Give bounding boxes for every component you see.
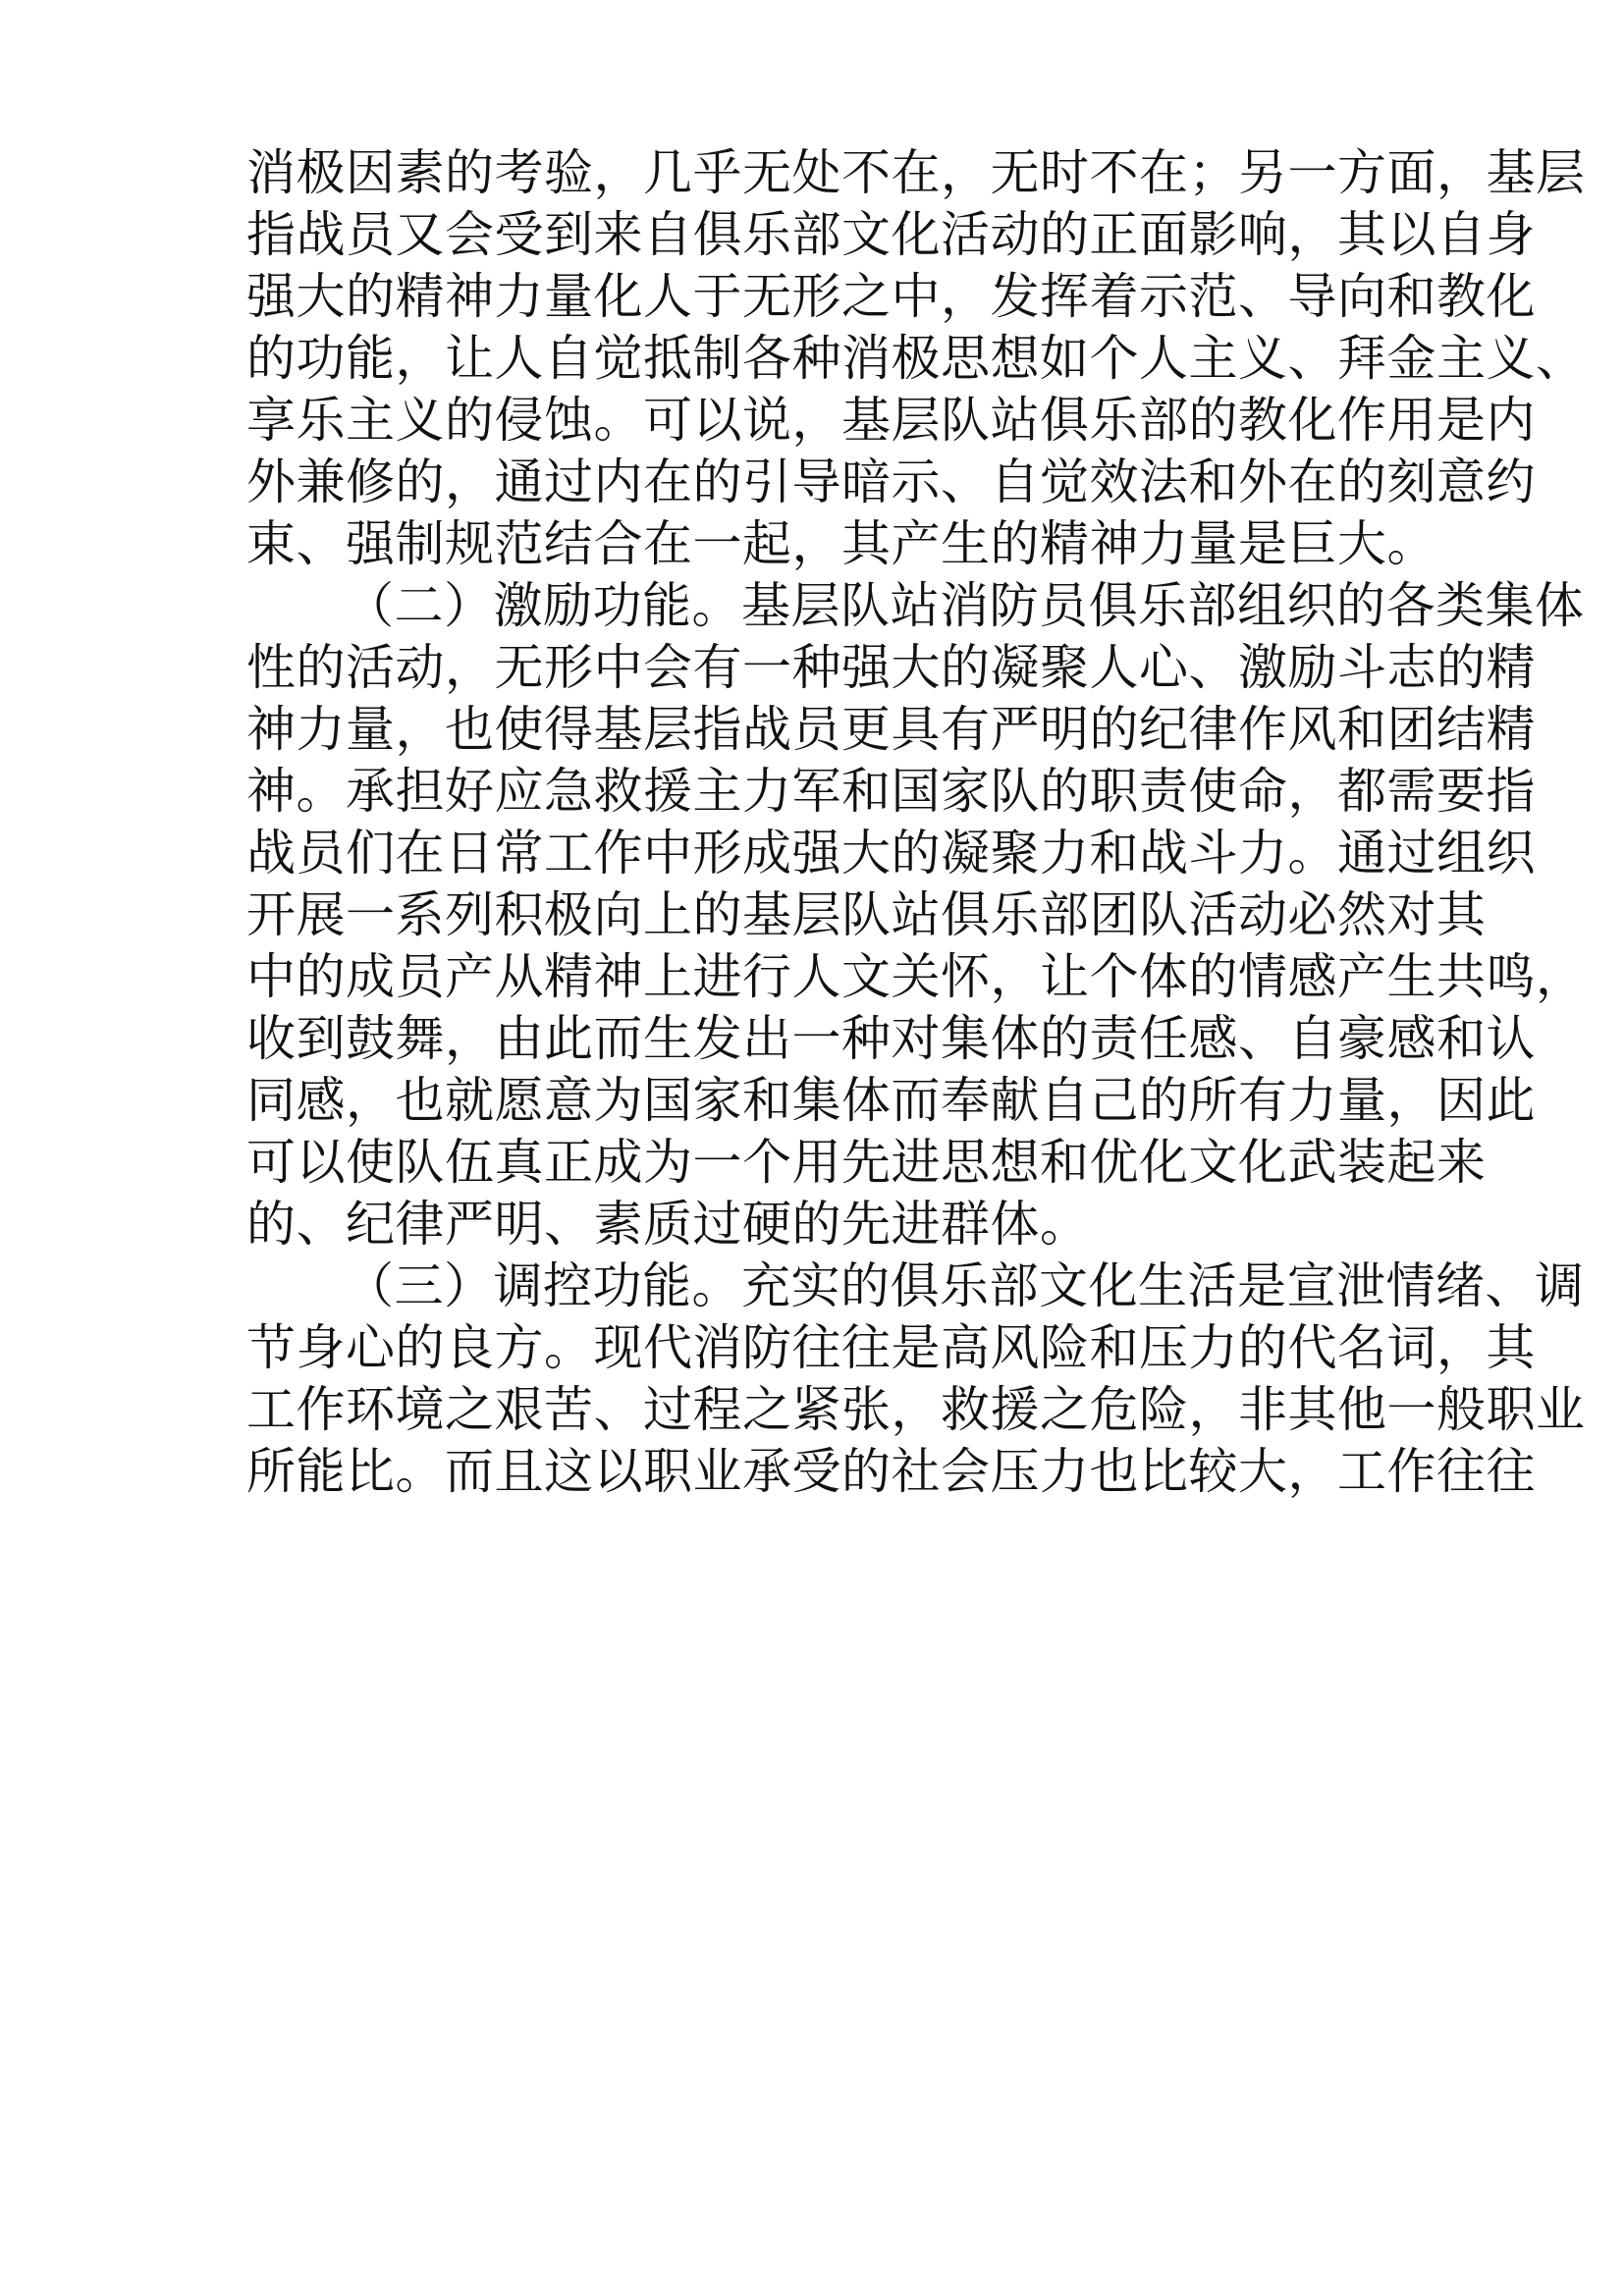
text-line: 的功能，让人自觉抵制各种消极思想如个人主义、拜金主义、 — [246, 330, 1586, 387]
text-line: 开展一系列积极向上的基层队站俱乐部团队活动必然对其 — [246, 886, 1487, 943]
text-line: （二）激励功能。基层队站消防员俱乐部组织的各类集体 — [345, 577, 1585, 634]
text-line: 收到鼓舞，由此而生发出一种对集体的责任感、自豪感和认 — [246, 1010, 1536, 1067]
text-line: 工作环境之艰苦、过程之紧张，救援之危险，非其他一般职业 — [246, 1381, 1586, 1438]
text-line: 束、强制规范结合在一起，其产生的精神力量是巨大。 — [246, 515, 1436, 572]
text-line: 性的活动，无形中会有一种强大的凝聚人心、激励斗志的精 — [246, 639, 1536, 696]
text-line: 所能比。而且这以职业承受的社会压力也比较大，工作往往 — [246, 1443, 1536, 1500]
text-line: 消极因素的考验，几乎无处不在，无时不在；另一方面，基层 — [246, 144, 1586, 201]
text-line: 强大的精神力量化人于无形之中，发挥着示范、导向和教化 — [246, 268, 1536, 325]
text-line: 同感，也就愿意为国家和集体而奉献自己的所有力量，因此 — [246, 1072, 1536, 1129]
text-line: 指战员又会受到来自俱乐部文化活动的正面影响，其以自身 — [246, 206, 1536, 263]
text-line: 神。承担好应急救援主力军和国家队的职责使命，都需要指 — [246, 763, 1536, 820]
text-line: 享乐主义的侵蚀。可以说，基层队站俱乐部的教化作用是内 — [246, 392, 1536, 449]
text-line: 战员们在日常工作中形成强大的凝聚力和战斗力。通过组织 — [246, 825, 1536, 881]
text-line: 中的成员产从精神上进行人文关怀，让个体的情感产生共鸣， — [246, 948, 1586, 1005]
text-line: 的、纪律严明、素质过硬的先进群体。 — [246, 1196, 1090, 1253]
text-line: （三）调控功能。充实的俱乐部文化生活是宣泄情绪、调 — [345, 1257, 1585, 1314]
text-line: 可以使队伍真正成为一个用先进思想和优化文化武装起来 — [246, 1134, 1487, 1191]
text-line: 神力量，也使得基层指战员更具有严明的纪律作风和团结精 — [246, 701, 1536, 758]
text-line: 节身心的良方。现代消防往往是高风险和压力的代名词，其 — [246, 1319, 1536, 1376]
text-line: 外兼修的，通过内在的引导暗示、自觉效法和外在的刻意约 — [246, 454, 1536, 510]
